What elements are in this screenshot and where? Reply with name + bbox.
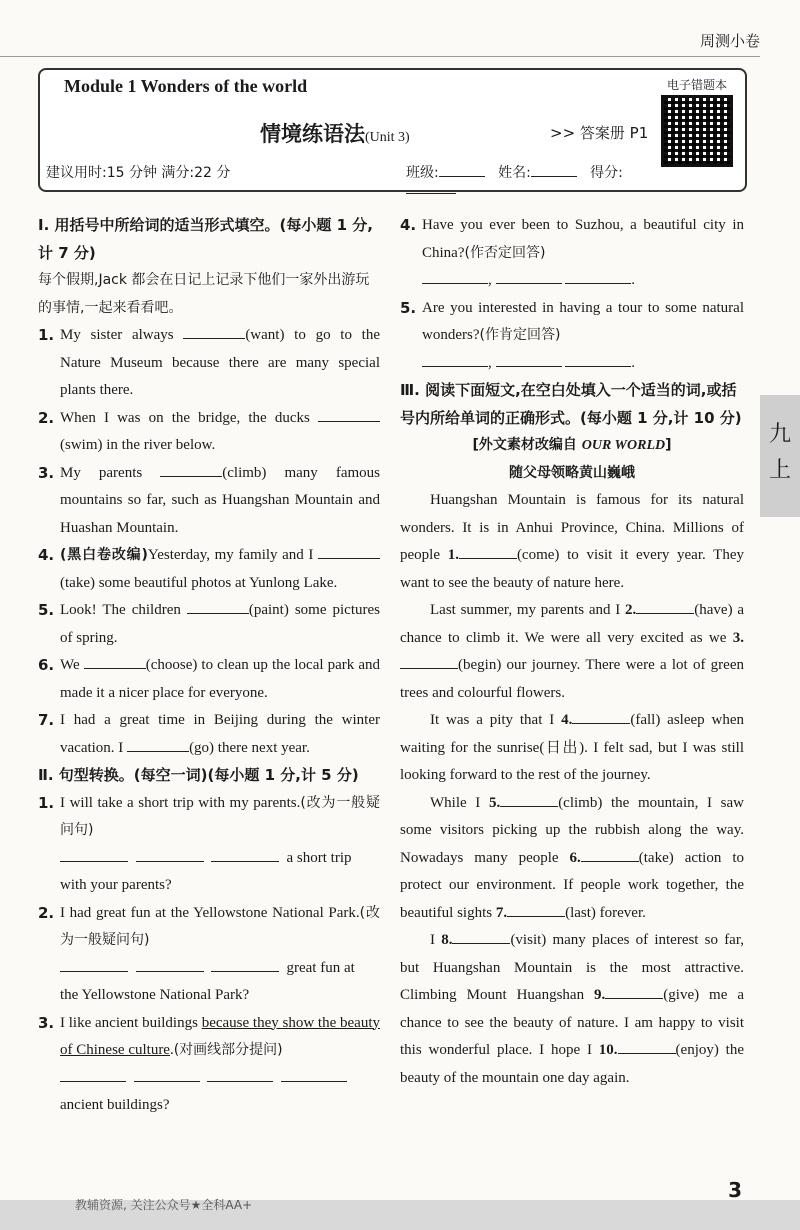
- answer-blank[interactable]: [452, 943, 510, 944]
- section2-heading: Ⅱ. 句型转换。(每空一词)(每小题 1 分,计 5 分): [38, 766, 359, 784]
- answer-blank[interactable]: [318, 421, 380, 422]
- answer-blank[interactable]: [572, 723, 630, 724]
- answer-blank[interactable]: [211, 971, 279, 972]
- answer-blank[interactable]: [136, 861, 204, 862]
- qr-code-icon: [661, 95, 733, 167]
- footer-note: 教辅资源, 关注公众号★全科AA+: [75, 1198, 253, 1212]
- meta-row: [46, 162, 656, 182]
- section1-intro: 每个假期,Jack 都会在日记上记录下他们一家外出游玩的事情,一起来看看吧。: [38, 272, 370, 316]
- answer-blank[interactable]: [281, 1081, 347, 1082]
- grade-side-tab: 九 上: [760, 395, 800, 517]
- header-box: [38, 68, 747, 192]
- answer-reference: >> 答案册 P1: [550, 124, 649, 142]
- title-text: 情境练语法: [260, 122, 365, 146]
- left-column: [38, 212, 380, 1120]
- paragraph-5: I 8. (visit) many places of interest so far, but Huangshan Mountain is the most attractive. Climbing Mount Huangshan 9. (give) me a chance to see the beauty of nature. I am happy to visit this wonderful place. I hope I 10. (enjoy) the beauty of the mountain one day again.: [400, 932, 745, 1086]
- answer-blank[interactable]: [500, 806, 558, 807]
- title-unit: (Unit 3): [365, 130, 410, 145]
- answer-blank[interactable]: [507, 916, 565, 917]
- answer-blank[interactable]: [565, 366, 631, 367]
- s1-question-1: 1. My sister always (want) to go to the Nature Museum because there are many special plants there.: [38, 326, 380, 398]
- answer-blank[interactable]: [422, 366, 488, 367]
- answer-blank[interactable]: [134, 1081, 200, 1082]
- time-score: 建议用时:15 分钟 满分:22 分: [46, 165, 231, 181]
- qr-box: [657, 76, 737, 167]
- s2-question-4: 4. Have you ever been to Suzhou, a beautiful city in China?(作否定回答) , .: [400, 216, 744, 288]
- qr-label: 电子错题本: [666, 78, 727, 92]
- answer-blank[interactable]: [60, 971, 128, 972]
- section3-heading: Ⅲ. 阅读下面短文,在空白处填入一个适当的词,或括号内所给单词的正确形式。(每小题 1 分,计 10 分): [400, 381, 742, 427]
- s1-question-4: 4. (黑白卷改编)Yesterday, my family and I (take) some beautiful photos at Yunlong Lake.: [38, 542, 380, 597]
- answer-blank[interactable]: [318, 558, 380, 559]
- answer-blank[interactable]: [565, 283, 631, 284]
- top-rule: [0, 56, 760, 57]
- answer-blank[interactable]: [183, 338, 245, 339]
- paragraph-4: While I 5. (climb) the mountain, I saw some visitors picking up the rubbish along the way. Nowadays many people 6. (take) action to protect our environment. If people work together, the beautiful sights 7. (last) forever.: [400, 794, 744, 921]
- s1-question-2: 2. When I was on the bridge, the ducks (swim) in the river below.: [38, 405, 380, 460]
- score-field[interactable]: [406, 193, 456, 194]
- answer-blank[interactable]: [459, 558, 517, 559]
- answer-blank[interactable]: [60, 1081, 126, 1082]
- passage-title: 随父母领略黄山巍峨: [509, 464, 635, 481]
- paragraph-3: It was a pity that I 4. (fall) asleep when waiting for the sunrise(日出). I felt sad, but I was still looking forward to the rest of the journey.: [400, 712, 744, 783]
- answer-blank[interactable]: [127, 751, 189, 752]
- s1-question-3: 3. My parents (climb) many famous mountains so far, such as Huangshan Mountain and Huashan Mountain.: [38, 463, 381, 536]
- answer-blank[interactable]: [187, 613, 249, 614]
- answer-blank[interactable]: [211, 861, 279, 862]
- student-fields: [406, 162, 656, 198]
- source-line: [外文素材改编自 OUR WORLD]: [472, 437, 672, 453]
- name-label: 姓名:: [498, 165, 531, 181]
- answer-blank[interactable]: [422, 283, 488, 284]
- answer-blank[interactable]: [400, 668, 458, 669]
- s2-question-5: 5. Are you interested in having a tour to some natural wonders?(作肯定回答) , .: [400, 298, 744, 371]
- class-label: 班级:: [406, 165, 439, 181]
- s2-question-1: 1. I will take a short trip with my parents.(改为一般疑问句) a short trip with your parents?: [38, 793, 381, 893]
- module-title: Module 1 Wonders of the world: [58, 76, 313, 97]
- name-field[interactable]: [531, 176, 577, 177]
- s1-question-6: 6. We (choose) to clean up the local park and made it a nicer place for everyone.: [38, 656, 380, 701]
- answer-blank[interactable]: [636, 613, 694, 614]
- answer-blank[interactable]: [581, 861, 639, 862]
- answer-blank[interactable]: [160, 476, 222, 477]
- underlined-part: because they show the beauty of Chinese culture: [60, 1014, 380, 1058]
- right-column: [400, 212, 744, 1092]
- answer-blank[interactable]: [618, 1053, 676, 1054]
- section1-heading: Ⅰ. 用括号中所给词的适当形式填空。(每小题 1 分,计 7 分): [38, 216, 373, 262]
- answer-blank[interactable]: [136, 971, 204, 972]
- page-number: 3: [728, 1178, 742, 1202]
- s2-question-2: 2. I had great fun at the Yellowstone National Park.(改为一般疑问句) great fun at the Yellowstone National Park?: [38, 903, 381, 1003]
- page-title: [260, 118, 410, 148]
- answer-blank[interactable]: [84, 668, 146, 669]
- answer-blank[interactable]: [496, 366, 562, 367]
- s1-question-5: 5. Look! The children (paint) some pictures of spring.: [38, 601, 380, 646]
- s2-question-3: 3. I like ancient buildings because they show the beauty of Chinese culture.(对画线部分提问) ancient buildings?: [38, 1013, 380, 1113]
- passage: [400, 487, 744, 1092]
- answer-blank[interactable]: [605, 998, 663, 999]
- s1-question-7: 7. I had a great time in Beijing during the winter vacation. I (go) there next year.: [38, 711, 380, 756]
- paragraph-1: Huangshan Mountain is famous for its natural wonders. It is in Anhui Province, China. Millions of people 1. (come) to visit it every year. They want to see the beauty of nature here.: [400, 492, 744, 591]
- answer-blank[interactable]: [60, 861, 128, 862]
- answer-blank[interactable]: [496, 283, 562, 284]
- answer-blank[interactable]: [207, 1081, 273, 1082]
- score-label: 得分:: [590, 165, 623, 181]
- top-tag: 周测小卷: [699, 32, 760, 50]
- class-field[interactable]: [439, 176, 485, 177]
- paragraph-2: Last summer, my parents and I 2. (have) a chance to climb it. We were all very excited as we 3.(begin) our journey. There were a lot of green trees and colourful flowers.: [400, 602, 745, 701]
